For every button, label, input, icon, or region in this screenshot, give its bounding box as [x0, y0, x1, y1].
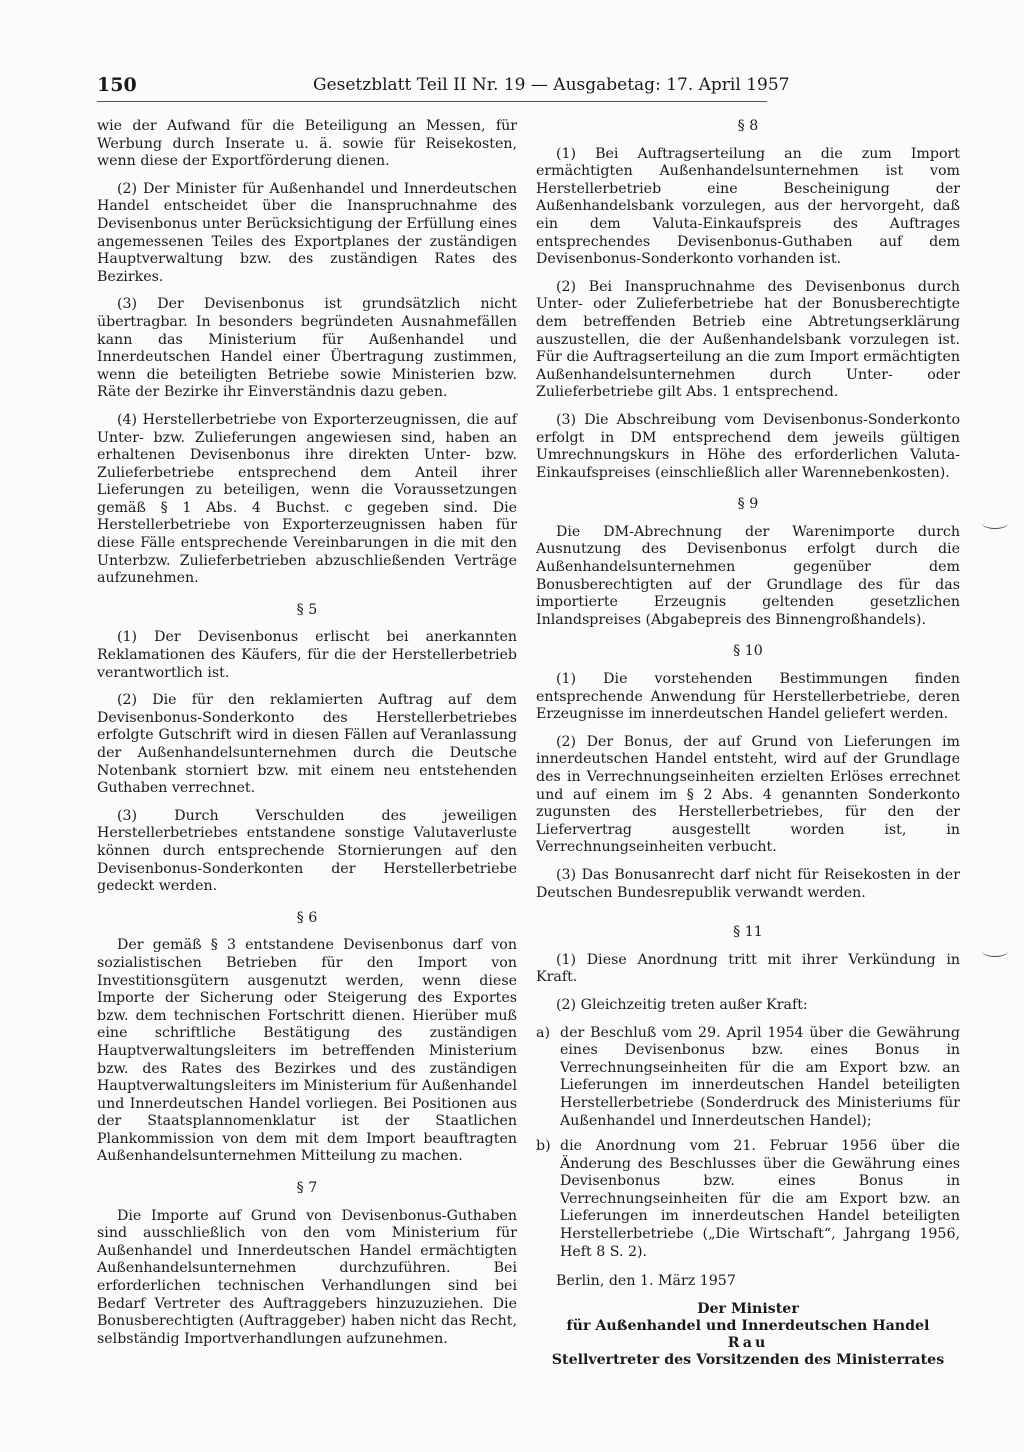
paragraph-4-3: (3) Der Devisenbonus ist grundsätzlich nicht übertragbar. In besonders begründeten Ausnahmefällen kann das Ministerium für Außenhandel und Innerdeutschen Handel einer Übertragung zustimmen, wenn die beteiligten Betriebe sowie Ministerien bzw. Räte der Bezirke ihr Einverständnis dazu geben.: [97, 296, 517, 401]
right-column: [536, 118, 960, 1369]
paragraph-4-4: (4) Herstellerbetriebe von Exporterzeugnissen, die auf Unter- bzw. Zulieferungen angewiesen sind, haben an erhaltenen Devisenbonus ihre direkten Unter- bzw. Zulieferbetriebe entsprechend dem Anteil ihrer Lieferungen zu beteiligen, wenn die Voraussetzungen gemäß § 1 Abs. 4 Buchst. c gegeben sind. Die Herstellerbetriebe von Exporterzeugnissen haben für diese Fälle entsprechende Vereinbarungen in die mit den Unterbzw. Zulieferbetrieben abzuschließenden Verträge aufzunehmen.: [97, 411, 517, 587]
paragraph-10-1: (1) Die vorstehenden Bestimmungen finden entsprechende Anwendung für Herstellerbetriebe, deren Erzeugnisse im innerdeutschen Handel geliefert werden.: [536, 671, 960, 723]
paragraph-8-1: (1) Bei Auftragserteilung an die zum Import ermächtigten Außenhandelsunternehmen ist vom Herstellerbetrieb eine Bescheinigung der Außenhandelsbank vorzulegen, aus der hervorgeht, daß ein dem Valuta-Einkaufspreis des Auftrages entsprechendes Devisenbonus-Guthaben auf dem Devisenbonus-Sonderkonto vorhanden ist.: [536, 145, 960, 268]
list-label-a: a): [536, 1024, 550, 1041]
section-heading-5: § 5: [296, 601, 318, 618]
section-heading-10: § 10: [733, 643, 763, 660]
signature-title: Der Minister: [697, 1300, 799, 1317]
place-date: Berlin, den 1. März 1957: [556, 1273, 736, 1290]
paragraph-continued: wie der Aufwand für die Beteiligung an Messen, für Werbung durch Inserate u. ä. sowie für Reisekosten, wenn diese der Exportförderung dienen.: [97, 118, 517, 170]
gazette-title: Gesetzblatt Teil II Nr. 19 — Ausgabetag: 17. April 1957: [313, 75, 790, 95]
list-text-a: der Beschluß vom 29. April 1954 über die Gewährung eines Devisenbonus bzw. eines Bonus in Verrechnungseinheiten für die am Export bzw. an Lieferungen im innerdeutschen Handel beteiligten Herstellerbetriebe (Sonderdruck des Ministeriums für Außenhandel und Innerdeutschen Handel);: [560, 1024, 960, 1129]
paragraph-8-3: (3) Die Abschreibung vom Devisenbonus-Sonderkonto erfolgt in DM entsprechend dem jeweils gültigen Umrechnungskurs in Höhe des erforderlichen Valuta-Einkaufspreises (einschließlich aller Warennebenkosten).: [536, 411, 960, 481]
signature-role: Stellvertreter des Vorsitzenden des Ministerrates: [551, 1351, 945, 1368]
signature-name: Rau: [727, 1334, 769, 1351]
section-heading-11: § 11: [733, 924, 763, 941]
section-heading-9: § 9: [737, 496, 759, 513]
paragraph-11-1: (1) Diese Anordnung tritt mit ihrer Verkündung in Kraft.: [536, 951, 960, 986]
list-label-b: b): [536, 1138, 551, 1155]
paragraph-11-2: (2) Gleichzeitig treten außer Kraft:: [556, 996, 808, 1013]
margin-mark: [982, 518, 1008, 529]
list-item-b: [536, 1138, 960, 1261]
page-number: 150: [97, 74, 137, 96]
page-header: [97, 74, 790, 97]
margin-mark: [982, 946, 1008, 957]
paragraph-7: Die Importe auf Grund von Devisenbonus-Guthaben sind ausschließlich von den vom Ministerium für Außenhandel und Innerdeutschen Handel ermächtigten Außenhandelsunternehmen durchzuführen. Bei erforderlichen technischen Verhandlungen sind bei Bedarf Vertreter des Auftraggebers hinzuzuziehen. Die Bonusberechtigten (Auftraggeber) haben nicht das Recht, selbständig Importverhandlungen aufzunehmen.: [97, 1207, 517, 1347]
paragraph-5-3: (3) Durch Verschulden des jeweiligen Herstellerbetriebes entstandene sonstige Valutaverluste können durch entsprechende Stornierungen auf den Devisenbonus-Sonderkonten der Herstellerbetriebe gedeckt werden.: [97, 807, 517, 895]
section-heading-8: § 8: [737, 118, 759, 134]
section-heading-7: § 7: [296, 1180, 318, 1197]
list-text-b: die Anordnung vom 21. Februar 1956 über die Änderung des Beschlusses über die Gewährung eines Devisenbonus bzw. eines Bonus in Verrechnungseinheiten für die am Export bzw. an Lieferungen im innerdeutschen Handel beteiligten Herstellerbetriebe („Die Wirtschaft“, Jahrgang 1956, Heft 8 S. 2).: [560, 1138, 960, 1260]
paragraph-8-2: (2) Bei Inanspruchnahme des Devisenbonus durch Unter- oder Zulieferbetriebe hat der Bonusberechtigte dem betreffenden Betrieb eine Abtretungserklärung auszustellen, die der Außenhandelsbank vorzulegen ist. Für die Auftragserteilung an die zum Import ermächtigten Außenhandelsunternehmen durch Unter- oder Zulieferbetriebe gilt Abs. 1 entsprechend.: [536, 278, 960, 401]
paragraph-10-2: (2) Der Bonus, der auf Grund von Lieferungen im innerdeutschen Handel entsteht, wird auf der Grundlage des in Verrechnungseinheiten erzielten Erlöses errechnet und auf einem im § 2 Abs. 4 genannten Sonderkonto zugunsten des Herstellerbetriebes, für den der Liefervertrag ausgestellt worden ist, in Verrechnungseinheiten verbucht.: [536, 733, 960, 856]
signature-ministry: für Außenhandel und Innerdeutschen Handel: [566, 1317, 930, 1334]
section-heading-6: § 6: [296, 909, 318, 926]
paragraph-6: Der gemäß § 3 entstandene Devisenbonus darf von sozialistischen Betrieben für den Import von Investitionsgütern ausgenutzt werden, wenn diese Importe der Sicherung oder Steigerung des Exportes bzw. dem technischen Fortschritt dienen. Hierüber muß eine schriftliche Bestätigung des zuständigen Hauptverwaltungsleiters im betreffenden Ministerium bzw. des Rates des Bezirkes und des zuständigen Hauptverwaltungsleiters im Ministerium für Außenhandel und Innerdeutschen Handel vorliegen. Bei Positionen aus der Staatsplannomenklatur ist der Staatlichen Plankommission von dem mit dem Import beauftragten Außenhandelsunternehmen Mitteilung zu machen.: [97, 937, 517, 1165]
paragraph-5-2: (2) Die für den reklamierten Auftrag auf dem Devisenbonus-Sonderkonto des Herstellerbetriebes erfolgte Gutschrift wird in diesen Fällen auf Veranlassung der Außenhandelsunternehmen durch die Deutsche Notenbank storniert bzw. mit einem neu entstehenden Guthaben verrechnet.: [97, 692, 517, 797]
paragraph-10-3: (3) Das Bonusanrecht darf nicht für Reisekosten in der Deutschen Bundesrepublik verwandt werden.: [536, 866, 960, 901]
paragraph-9: Die DM-Abrechnung der Warenimporte durch Ausnutzung des Devisenbonus erfolgt durch die Außenhandelsunternehmen gegenüber dem Bonusberechtigten auf der Grundlage des für das importierte Erzeugnis geltenden gesetzlichen Inlandspreises (Abgabepreis des Binnengroßhandels).: [536, 523, 960, 628]
left-column: [97, 118, 517, 1358]
list-item-a: [536, 1025, 960, 1131]
paragraph-5-1: (1) Der Devisenbonus erlischt bei anerkannten Reklamationen des Käufers, für die der Herstellerbetrieb verantwortlich ist.: [97, 629, 517, 681]
header-rule: [97, 101, 767, 102]
paragraph-4-2: (2) Der Minister für Außenhandel und Innerdeutschen Handel entscheidet über die Inanspruchnahme des Devisenbonus unter Berücksichtigung der Erfüllung eines angemessenen Teiles des Exportplanes der zuständigen Hauptverwaltung bzw. des zuständigen Rates des Bezirkes.: [97, 180, 517, 285]
